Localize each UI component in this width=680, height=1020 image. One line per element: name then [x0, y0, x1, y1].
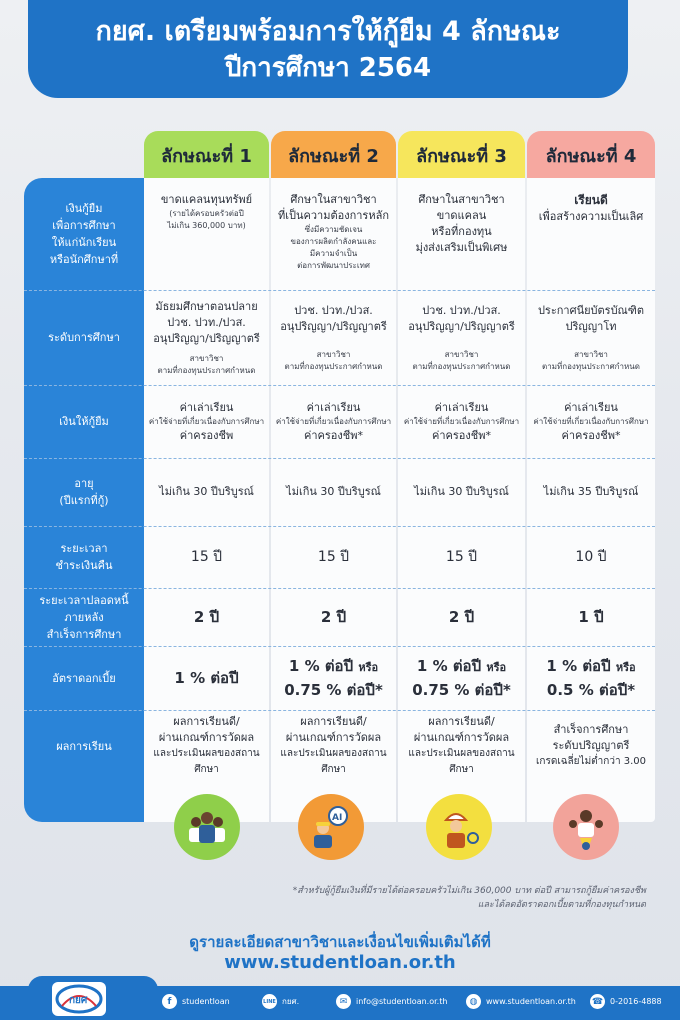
rate-line: [546, 655, 635, 679]
globe-icon: ◍: [466, 994, 481, 1009]
header-type-3: ลักษณะที่ 3: [398, 131, 525, 178]
cell-text: ค่าเล่าเรียน: [179, 400, 234, 414]
cell-text: ปวช. ปวท./ปวส.: [422, 303, 501, 317]
cell-text: มุ่งส่งเสริมเป็นพิเศษ: [415, 241, 508, 254]
cell-r8-c1: [144, 710, 269, 782]
group-people-icon: [174, 794, 240, 860]
cell-text: ผลการเรียนดี/: [173, 715, 240, 728]
facebook-link[interactable]: [162, 994, 230, 1009]
cell-r8-c3: [398, 710, 525, 782]
phone-link[interactable]: [590, 994, 662, 1009]
cell-text: ค่าครองชีพ*: [561, 428, 621, 442]
cell-text: ปริญญาโท: [565, 319, 617, 333]
cell-text: ศึกษาในสาขาวิชา: [290, 193, 377, 206]
label-line: ระยะเวลา: [60, 542, 108, 555]
rate-text: 0.75 % ต่อปี*: [284, 681, 383, 699]
cell-r3-c2: [271, 385, 396, 458]
cell-text: เพื่อสร้างความเป็นเลิศ: [538, 210, 644, 223]
rate-text: 1 % ต่อปี: [288, 657, 354, 675]
cell-text: ปวช. ปวท./ปวส.: [167, 315, 246, 329]
cell-r1-c1: [144, 192, 269, 232]
cell-r1-c2: [271, 192, 396, 272]
cell-text: ค่าเล่าเรียน: [564, 400, 618, 414]
cell-r4-c3: ไม่เกิน 30 ปีบริบูรณ์: [414, 485, 509, 498]
cell-note: ต่อการพัฒนาประเทศ: [297, 261, 370, 270]
row-label-interest-rate: อัตราดอกเบี้ย: [52, 671, 116, 685]
row-label-loan-amount: เงินให้กู้ยืม: [59, 415, 109, 428]
rate-or: หรือ: [486, 661, 507, 674]
cell-r2-c2: [271, 290, 396, 385]
label-line: อายุ: [74, 477, 94, 490]
row-label-education-level: ระดับการศึกษา: [48, 331, 120, 344]
phone-icon: ☎: [590, 994, 605, 1009]
rate-or: หรือ: [615, 661, 636, 674]
cell-note: ซึ่งมีความชัดเจน: [304, 225, 363, 234]
cell-r3-c3: [398, 385, 525, 458]
title-banner: [28, 0, 628, 98]
rate-or: หรือ: [358, 661, 379, 674]
svg-text:AI: AI: [332, 813, 343, 823]
cell-note: ไม่เกิน 360,000 บาท): [167, 221, 246, 230]
row-label-academic-results: ผลการเรียน: [56, 739, 112, 753]
worker-icon: [426, 794, 492, 860]
cell-r7-c1: [144, 646, 269, 710]
page-title: กยศ. เตรียมพร้อมการให้กู้ยืม 4 ลักษณะ: [95, 16, 561, 47]
label-line: สำเร็จการศึกษา: [46, 627, 122, 641]
rate-text: 0.5 % ต่อปี*: [546, 681, 636, 699]
cell-text: หรือที่กองทุน: [431, 225, 492, 238]
cell-text: อนุปริญญา/ปริญญาตรี: [408, 319, 515, 333]
mail-icon: ✉: [336, 994, 351, 1009]
cell-text: มัธยมศึกษาตอนปลาย: [155, 299, 258, 313]
rate-line: [417, 655, 506, 679]
footnote-line: *สำหรับผู้กู้ยืมเงินที่มีรายได้ต่อครอบครัวไม่เกิน 360,000 บาท ต่อปี สามารถกู้ยืมค่าครองชีพ: [292, 886, 646, 896]
cell-text: ค่าครองชีพ*: [432, 428, 491, 442]
header-type-1: ลักษณะที่ 1: [144, 131, 269, 178]
cell-text: ค่าเล่าเรียน: [434, 400, 489, 414]
email-label: info@studentloan.or.th: [356, 997, 448, 1006]
cell-note: ค่าใช้จ่ายที่เกี่ยวเนื่องกับการศึกษา: [403, 416, 520, 426]
label-line: ภายหลัง: [64, 610, 104, 624]
label-line: ชำระเงินคืน: [55, 559, 113, 572]
label-line: เงินกู้ยืม: [65, 202, 103, 215]
cell-r1-c4: [527, 192, 655, 225]
cell-text: ขาดแคลน: [436, 209, 487, 222]
header-type-4: ลักษณะที่ 4: [527, 131, 655, 178]
cell-note: สาขาวิชา: [444, 349, 479, 359]
cell-text: ประกาศนียบัตรบัณฑิต: [537, 303, 645, 317]
cell-r6-c3: 2 ปี: [448, 608, 475, 626]
cell-note: ของการผลิตกำลังคนและ: [290, 237, 377, 246]
cell-text: อนุปริญญา/ปริญญาตรี: [153, 331, 260, 345]
cell-text: อนุปริญญา/ปริญญาตรี: [280, 319, 387, 333]
cell-r8-c2: [271, 710, 396, 782]
rate-text: 1 % ต่อปี: [416, 657, 482, 675]
cell-text: ปวช. ปวท./ปวส.: [294, 303, 373, 317]
line-icon: LINE: [262, 994, 277, 1009]
cell-r2-c4: [527, 290, 655, 385]
cell-text: ระดับปริญญาตรี: [552, 739, 630, 752]
cell-note: ตามที่กองทุนประกาศกำหนด: [412, 361, 511, 371]
cell-note: ค่าใช้จ่ายที่เกี่ยวเนื่องกับการศึกษา: [148, 416, 265, 426]
cell-r5-c4: 10 ปี: [575, 548, 607, 565]
top-student-icon: [553, 794, 619, 860]
cell-note: สาขาวิชา: [189, 353, 224, 363]
cell-r7-c2: [271, 646, 396, 710]
cell-note: ค่าใช้จ่ายที่เกี่ยวเนื่องกับการศึกษา: [533, 416, 649, 426]
cell-text: ค่าครองชีพ*: [304, 428, 363, 442]
email-link[interactable]: [336, 994, 447, 1009]
cell-text: และประเมินผลของสถานศึกษา: [153, 748, 260, 775]
cell-note: สาขาวิชา: [316, 349, 351, 359]
logo-text: กยศ: [69, 995, 88, 1006]
web-link[interactable]: [466, 994, 576, 1009]
row-label-repayment-period: [24, 526, 144, 588]
cell-note: (รายได้ครอบครัวต่อปี: [169, 209, 244, 218]
label-line: (ปีแรกที่กู้): [59, 494, 109, 507]
line-link[interactable]: [262, 994, 299, 1009]
rate-text: 1 % ต่อปี: [546, 657, 611, 675]
cell-note: ตามที่กองทุนประกาศกำหนด: [542, 361, 640, 371]
label-line: ระยะเวลาปลอดหนี้: [39, 593, 129, 607]
cell-text: และประเมินผลของสถานศึกษา: [280, 748, 387, 775]
slf-logo: [52, 982, 106, 1016]
cell-r5-c3: 15 ปี: [445, 548, 478, 565]
rate-text: 0.75 % ต่อปี*: [412, 681, 511, 699]
cell-r8-c4: [527, 710, 655, 782]
cell-note: ค่าใช้จ่ายที่เกี่ยวเนื่องกับการศึกษา: [275, 416, 392, 426]
cell-r6-c2: 2 ปี: [320, 608, 347, 626]
cell-r5-c1: 15 ปี: [190, 548, 223, 565]
cell-text: ผ่านเกณฑ์การวัดผล: [158, 731, 255, 744]
cell-r3-c1: [144, 385, 269, 458]
footnote: [226, 884, 646, 912]
cell-text: ที่เป็นความต้องการหลัก: [278, 209, 389, 222]
line-label: กยศ.: [282, 997, 300, 1006]
cell-r3-c4: [527, 385, 655, 458]
header-type-2: ลักษณะที่ 2: [271, 131, 396, 178]
label-line: เพื่อการศึกษา: [52, 219, 116, 232]
cell-text: ค่าครองชีพ: [179, 428, 234, 442]
row-label-eligibility: [24, 178, 144, 290]
cta-text: ดูรายละเอียดสาขาวิชาและเงื่อนไขเพิ่มเติมได้ที่: [189, 933, 491, 951]
website-link[interactable]: www.studentloan.or.th: [224, 952, 456, 973]
cell-text: ผ่านเกณฑ์การวัดผล: [285, 731, 382, 744]
cell-r6-c4: 1 ปี: [578, 608, 604, 626]
facebook-label: studentloan: [182, 997, 230, 1006]
rate-line: [289, 655, 378, 679]
footnote-line: และได้ลดอัตราดอกเบี้ยตามที่กองทุนกำหนด: [477, 900, 646, 910]
cell-text: สำเร็จการศึกษา: [553, 723, 629, 736]
cell-r6-c1: 2 ปี: [193, 608, 220, 626]
label-line: หรือนักศึกษาที่: [49, 253, 119, 266]
web-label: www.studentloan.or.th: [486, 997, 576, 1006]
cell-r5-c2: 15 ปี: [317, 548, 350, 565]
cell-r1-c3: [398, 192, 525, 256]
cell-text: ผลการเรียนดี/: [300, 715, 367, 728]
cell-note: มีความจำเป็น: [309, 249, 358, 258]
cell-r7-c3: [398, 646, 525, 710]
page-subtitle: ปีการศึกษา 2564: [224, 53, 432, 83]
cell-text: ผลการเรียนดี/: [428, 715, 495, 728]
cell-text: ค่าเล่าเรียน: [306, 400, 361, 414]
cell-r4-c2: ไม่เกิน 30 ปีบริบูรณ์: [286, 485, 381, 498]
row-label-age: [24, 458, 144, 526]
cell-r4-c4: ไม่เกิน 35 ปีบริบูรณ์: [543, 485, 639, 498]
cell-text: ผ่านเกณฑ์การวัดผล: [413, 731, 510, 744]
cell-text: และประเมินผลของสถานศึกษา: [408, 748, 515, 775]
cell-note: สาขาวิชา: [574, 349, 608, 359]
cell-text: ศึกษาในสาขาวิชา: [418, 193, 505, 206]
row-label-grace-period: [24, 588, 144, 646]
cell-text: เกรดเฉลี่ยไม่ต่ำกว่า 3.00: [535, 756, 646, 767]
cell-text: เรียนดี: [574, 193, 608, 207]
label-line: ให้แก่นักเรียน: [51, 236, 117, 249]
cell-r7-c4: [527, 646, 655, 710]
phone-label: 0-2016-4888: [610, 997, 662, 1006]
cell-note: ตามที่กองทุนประกาศกำหนด: [157, 365, 256, 375]
cell-note: ตามที่กองทุนประกาศกำหนด: [284, 361, 383, 371]
rate-text: 1 % ต่อปี: [174, 669, 239, 687]
cell-r2-c1: [144, 290, 269, 385]
ai-engineer-icon: [298, 794, 364, 860]
cell-text: ขาดแคลนทุนทรัพย์: [160, 193, 253, 206]
cell-r4-c1: ไม่เกิน 30 ปีบริบูรณ์: [159, 485, 254, 498]
cell-r2-c3: [398, 290, 525, 385]
facebook-icon: f: [162, 994, 177, 1009]
